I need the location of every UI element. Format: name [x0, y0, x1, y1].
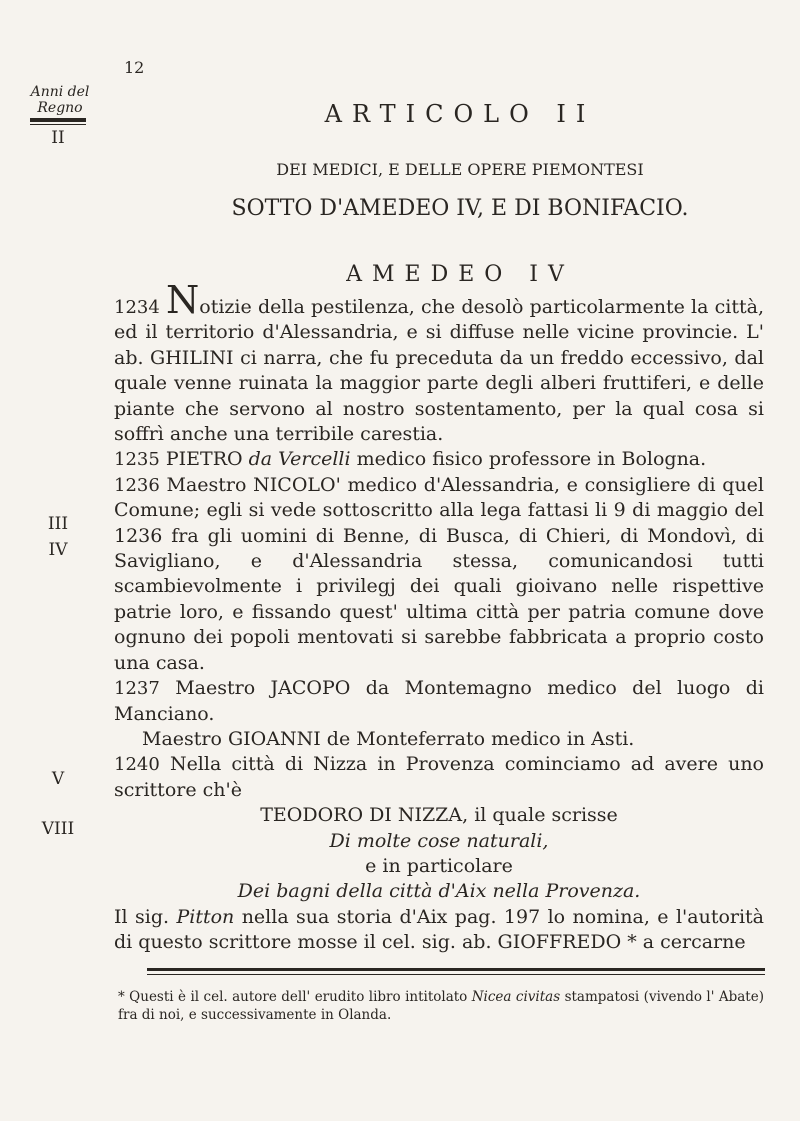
entry-1234: [114, 278, 764, 447]
article-subtitle: DEI MEDICI, E DELLE OPERE PIEMONTESI: [276, 160, 644, 179]
page-number: 12: [124, 58, 145, 77]
work-title-2: Dei bagni della città d'Aix nella Provenza.: [237, 880, 641, 903]
ruler-heading: AMEDEO IV: [346, 262, 574, 287]
closing-text: Il sig.: [114, 905, 170, 928]
margin-number: IV: [48, 540, 68, 560]
closing-author-gioffredo: GIOFFREDO: [497, 931, 622, 954]
entry-person: GIOANNI: [227, 727, 321, 750]
entry-year: 1240: [114, 754, 160, 776]
entry-prefix: Maestro: [142, 727, 222, 750]
footnote-rule-thin: [147, 974, 765, 975]
entry-1236: [114, 473, 764, 676]
entry-gioanni: [114, 727, 764, 752]
closing-text: * a cercarne: [627, 931, 746, 954]
entry-year: 1234: [114, 297, 160, 318]
margin-rule: [30, 118, 86, 122]
margin-number: III: [47, 514, 69, 534]
drop-cap: N: [166, 278, 200, 322]
work-title-1: Di molte cose naturali,: [329, 829, 549, 852]
footnote-title: Nicea civitas: [471, 989, 561, 1005]
margin-number: V: [51, 769, 65, 789]
entry-prefix: Maestro: [166, 473, 247, 496]
article-subtitle-2: SOTTO D'AMEDEO IV, E DI BONIFACIO.: [231, 196, 689, 221]
entry-person: NICOLO': [253, 473, 341, 496]
entry-1240: [114, 752, 764, 803]
entry-year: 1237: [114, 678, 160, 700]
footnote-text: * Questi è il cel. autore dell' erudito libro intitolato: [118, 989, 468, 1005]
entry-text: otizie della pestilenza, che desolò particolarmente la città, ed il territorio d'Alessandria, e si diffuse nelle vicine provincie. L' ab. GHILINI ci narra, che fu preceduta da un freddo eccessivo, dal quale venne ruinata la maggior parte degli alberi fruttiferi, e delle piante che servono al nostro sostentamento, per la qual cosa si soffrì anche una terribile carestia.: [114, 296, 764, 446]
entry-text: medico fisico professore in Bologna.: [356, 448, 707, 471]
footnote-text: stampatosi (vivendo l' Abate) fra di noi, e successivamente in Olanda.: [118, 989, 764, 1023]
margin-header: Anni del Regno: [30, 84, 90, 116]
entry-text: da Montemagno medico del luogo di Manciano.: [114, 677, 764, 725]
entry-text: Nella città di Nizza in Provenza cominciamo ad avere uno scrittore ch'è: [114, 753, 764, 801]
body-text: [114, 278, 765, 956]
margin-number: II: [51, 128, 65, 148]
entry-person: PIETRO: [165, 448, 243, 471]
entry-1235: [114, 447, 764, 472]
entry-year: 1235: [114, 449, 160, 471]
entry-year: 1236: [114, 474, 160, 496]
closing-text: nella sua storia d'Aix pag. 197 lo nomina, e l'autorità di questo scrittore mosse il cel. sig. ab.: [114, 905, 765, 954]
author-line: [114, 803, 764, 828]
author-name: TEODORO DI NIZZA,: [260, 804, 469, 827]
article-title: ARTICOLO II: [324, 100, 596, 128]
footnote: [118, 988, 764, 1024]
entry-prefix: Maestro: [175, 677, 256, 700]
entry-text: medico d'Alessandria, e consigliere di quel Comune; egli si vede sottoscritto alla lega fattasi li 9 di maggio del 1236 fra gli uomini di Benne, di Busca, di Chieri, di Mondovì, di Savigliano, e d'Alessandria stessa, comunicandosi tutti scambievolmente i privilegj dei quali gioivano nelle rispettive patrie loro, e fissando quest' ultima città per patria comune dove ognuno dei popoli mentovati si sarebbe fabbricata a proprio costo una casa.: [114, 473, 764, 674]
entry-1237: [114, 676, 764, 727]
entry-text: de Monteferrato medico in Asti.: [326, 727, 635, 750]
entry-person: JACOPO: [270, 677, 351, 700]
author-intro: il quale scrisse: [474, 804, 618, 827]
footnote-rule: [147, 968, 765, 971]
closing-paragraph: [114, 905, 764, 956]
closing-author-pitton: Pitton: [176, 905, 235, 928]
entry-place: da Vercelli: [248, 448, 351, 471]
margin-rule-thin: [30, 124, 86, 125]
connector-line: e in particolare: [365, 854, 513, 877]
margin-number: VIII: [41, 819, 75, 839]
